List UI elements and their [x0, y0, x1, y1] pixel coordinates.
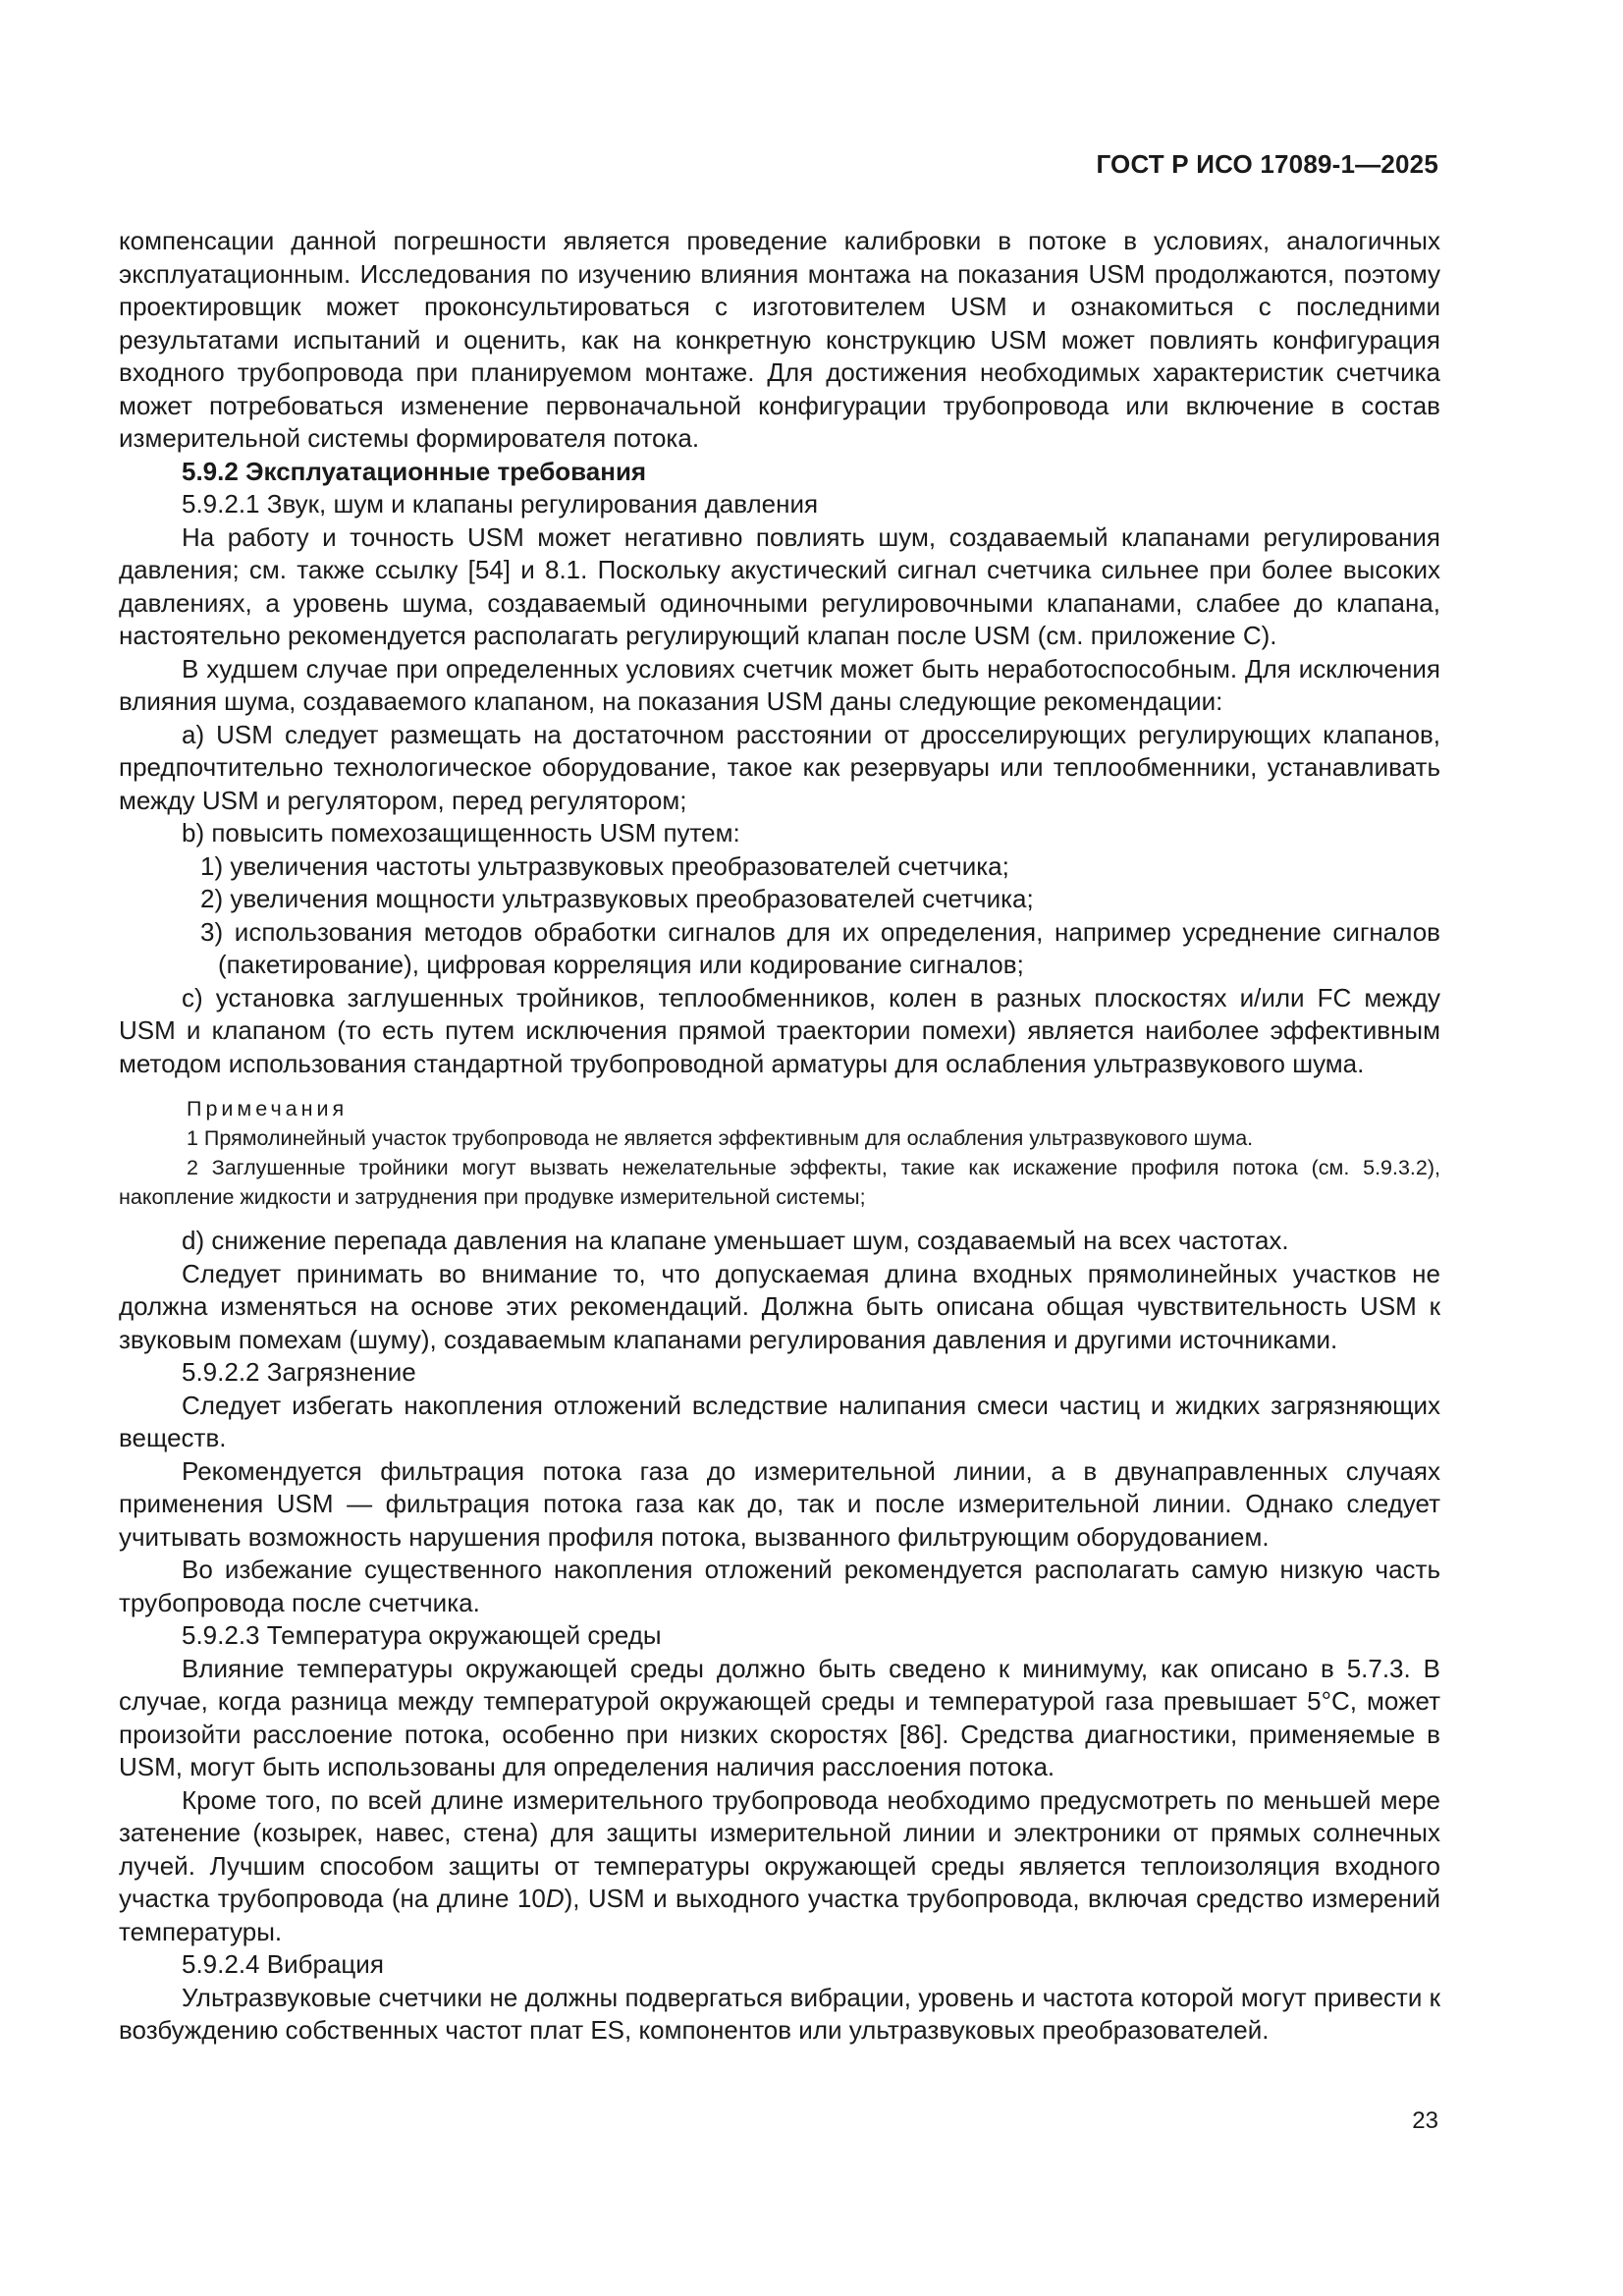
notes-block — [119, 1094, 1440, 1212]
paragraph: На работу и точность USM может негативно повлиять шум, создаваемый клапанами регулирования давления; см. также ссылку [54] и 8.1. Поскольку акустический сигнал счетчика сильнее при более высоких давлениях, а уровень шума, создаваемый одиночными регулировочными клапанами, слабее до клапана, настоятельно рекомендуется располагать регулирующий клапан после USM (см. приложение С). — [119, 521, 1440, 650]
paragraph-text: Кроме того, по всей длине измерительного трубопровода необходимо предусмотреть по меньшей мере затенение (козырек, навес, стена) для защиты измерительной линии и электроники от прямых солнечных лучей. Лучшим способом защиты от температуры окружающей среды является теплоизоляция входного участка трубопровода (на длине 10 — [119, 1784, 1440, 1913]
paragraph-text: ), USM и выходного участка трубопровода, включая средство измерений температуры. — [119, 1884, 1440, 1946]
list-item-b: b) повысить помехозащищенность USM путем: — [182, 818, 740, 847]
subsection-heading: 5.9.2.4 Вибрация — [182, 1949, 384, 1979]
paragraph: Следует принимать во внимание то, что допускаемая длина входных прямолинейных участков не должна изменяться на основе этих рекомендаций. Должна быть описана общая чувствительность USM к звуковым помехам (шуму), создаваемым клапанами регулирования давления и другими источниками. — [119, 1258, 1440, 1354]
subsection-heading: 5.9.2.2 Загрязнение — [182, 1357, 416, 1387]
paragraph: Ультразвуковые счетчики не должны подвергаться вибрации, уровень и частота которой могут привести к возбуждению собственных частот плат ES, компонентов или ультразвуковых преобразователей. — [119, 1982, 1440, 2045]
section-heading: 5.9.2 Эксплуатационные требования — [182, 456, 647, 486]
diameter-symbol: D — [545, 1884, 565, 1913]
subsection-heading: 5.9.2.1 Звук, шум и клапаны регулирования давления — [182, 489, 819, 519]
page-number: 23 — [1412, 2107, 1438, 2134]
paragraph: Во избежание существенного накопления отложений рекомендуется располагать самую низкую часть трубопровода после счетчика. — [119, 1555, 1440, 1617]
sublist-item-3: 3) использования методов обработки сигналов для их определения, например усреднение сигналов (пакетирование), цифровая корреляция или кодирование сигналов; — [200, 916, 1440, 979]
paragraph: Следует избегать накопления отложений вследствие налипания смеси частиц и жидких загрязняющих веществ. — [119, 1390, 1440, 1452]
note-item-1: 1 Прямолинейный участок трубопровода не является эффективным для ослабления ультразвукового шума. — [187, 1126, 1254, 1150]
standard-code-header: ГОСТ Р ИСО 17089-1—2025 — [1096, 149, 1438, 179]
list-item-c: c) установка заглушенных тройников, теплообменников, колен в разных плоскостях и/или FC между USM и клапаном (то есть путем исключения прямой траектории помехи) является наиболее эффективным методом использования стандартной трубопроводной арматуры для ослабления ультразвукового шума. — [119, 982, 1440, 1078]
paragraph: В худшем случае при определенных условиях счетчик может быть неработоспособным. Для исключения влияния шума, создаваемого клапаном, на показания USM даны следующие рекомендации: — [119, 653, 1440, 716]
note-item-2: 2 Заглушенные тройники могут вызвать нежелательные эффекты, такие как искажение профиля потока (см. 5.9.3.2), накопление жидкости и затруднения при продувке измерительной системы; — [119, 1156, 1440, 1209]
sublist-item-1: 1) увеличения частоты ультразвуковых преобразователей счетчика; — [200, 850, 1009, 881]
list-item-a: a) USM следует размещать на достаточном расстоянии от дросселирующих регулирующих клапанов, предпочтительно технологическое оборудование, такое как резервуары или теплообменники, устанавливать между USM и регулятором, перед регулятором; — [119, 719, 1440, 815]
list-item-d: d) снижение перепада давления на клапане уменьшает шум, создаваемый на всех частотах. — [182, 1226, 1289, 1255]
document-body — [119, 225, 1440, 2048]
paragraph: Рекомендуется фильтрация потока газа до измерительной линии, а в двунаправленных случаях применения USM — фильтрация потока газа как до, так и после измерительной линии. Однако следует учитывать возможность нарушения профиля потока, вызванного фильтрующим оборудованием. — [119, 1455, 1440, 1552]
sublist-item-2: 2) увеличения мощности ультразвуковых преобразователей счетчика; — [200, 884, 1034, 913]
paragraph — [119, 1784, 1440, 1949]
paragraph: компенсации данной погрешности является проведение калибровки в потоке в условиях, аналогичных эксплуатационным. Исследования по изучению влияния монтажа на показания USM продолжаются, поэтому проектировщик может проконсультироваться с изготовителем USM и ознакомиться с последними результатами испытаний и оценить, как на конкретную конструкцию USM может повлиять конфигурация входного трубопровода при планируемом монтаже. Для достижения необходимых характеристик счетчика может потребоваться изменение первоначальной конфигурации трубопровода или включение в состав измерительной системы формирователя потока. — [119, 226, 1440, 453]
paragraph: Влияние температуры окружающей среды должно быть сведено к минимуму, как описано в 5.7.3. В случае, когда разница между температурой окружающей среды и температурой газа превышает 5°С, может произойти расслоение потока, особенно при низких скоростях [86]. Средства диагностики, применяемые в USM, могут быть использованы для определения наличия расслоения потока. — [119, 1653, 1440, 1781]
subsection-heading: 5.9.2.3 Температура окружающей среды — [182, 1620, 662, 1650]
notes-title: Примечания — [187, 1097, 349, 1121]
